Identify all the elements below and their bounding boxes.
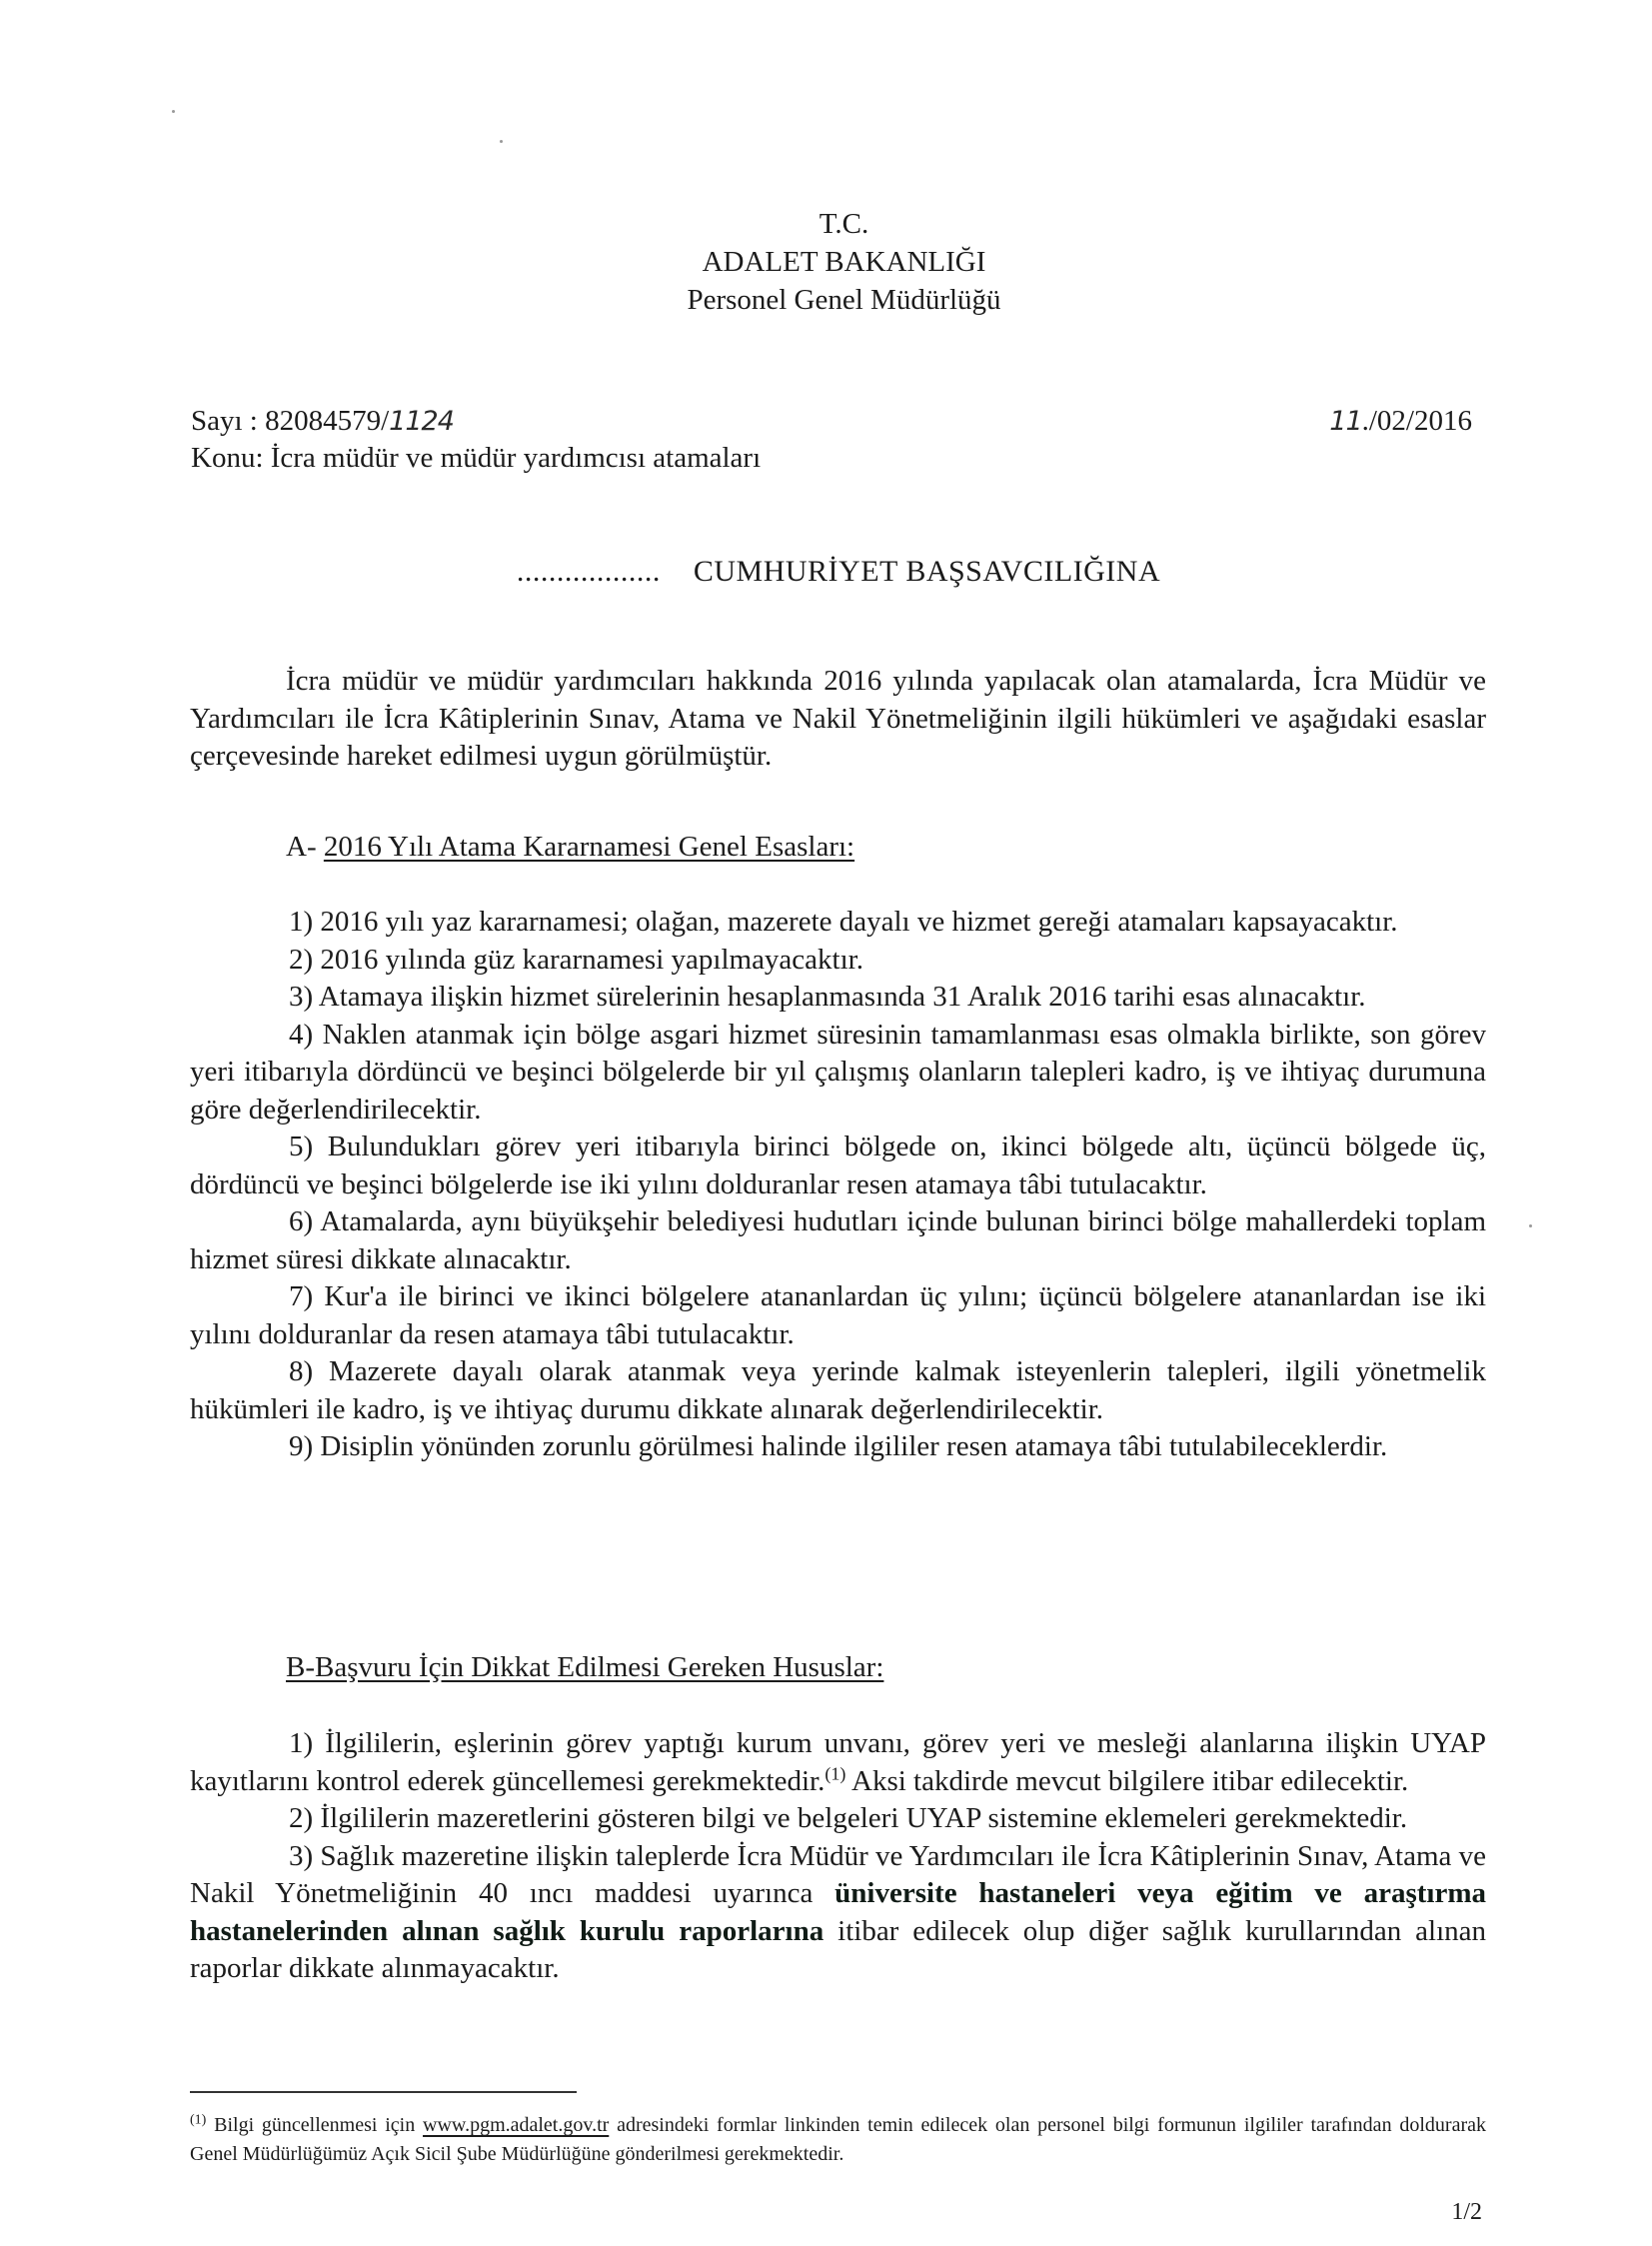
scan-speck: [1529, 1224, 1532, 1227]
document-date: [1329, 403, 1472, 440]
emphasized-text: üniversite hastaneleri veya eğitim ve araştırma hastanelerinden alınan sağlık kurulu raporlarına: [190, 1877, 1486, 1947]
footnote-link[interactable]: www.pgm.adalet.gov.tr: [423, 2114, 610, 2136]
addressee: [0, 553, 1652, 591]
list-item: 7) Kur'a ile birinci ve ikinci bölgelere atananlardan üç yılını; üçüncü bölgelere atananlardan ise iki yılını dolduranlar da resen atamaya tâbi tutulacaktır.: [190, 1280, 1486, 1350]
footnote-marker: (1): [190, 2112, 207, 2128]
list-item: 2) İlgililerin mazeretlerini gösteren bilgi ve belgeleri UYAP sistemine eklemeleri gerekmektedir.: [289, 1802, 1408, 1834]
letterhead-ministry: ADALET BAKANLIĞI: [702, 246, 986, 278]
list-item: 6) Atamalarda, aynı büyükşehir belediyesi hudutları içinde bulunan birinci bölge mahallerdeki toplam hizmet süresi dikkate alınacaktır.: [190, 1205, 1486, 1275]
list-item: 5) Bulundukları görev yeri itibarıyla birinci bölgede on, ikinci bölgede altı, üçüncü bölgede üç, dördüncü ve beşinci bölgelerde ise iki yılını dolduranlar resen atamaya tâbi tutulacaktır.: [190, 1130, 1486, 1200]
page-number: 1/2: [1451, 2199, 1482, 2225]
reference-number: [191, 403, 454, 440]
list-item: 8) Mazerete dayalı olarak atanmak veya yerinde kalmak isteyenlerin talepleri, ilgili yönetmelik hükümleri ile kadro, iş ve ihtiyaç durumu dikkate alınarak değerlendirilecektir.: [190, 1355, 1486, 1425]
letterhead-department: Personel Genel Müdürlüğü: [687, 284, 1001, 316]
list-item: 3) Atamaya ilişkin hizmet sürelerinin hesaplanmasında 31 Aralık 2016 tarihi esas alınacaktır.: [289, 981, 1366, 1013]
list-item: 1) 2016 yılı yaz kararnamesi; olağan, mazerete dayalı ve hizmet gereği atamaları kapsayacaktır.: [289, 906, 1398, 938]
reference-handwritten: 1124: [389, 406, 454, 437]
addressee-name: CUMHURİYET BAŞSAVCILIĞINA: [693, 555, 1161, 588]
subject-line: Konu: İcra müdür ve müdür yardımcısı atamaları: [191, 442, 762, 474]
section-a-prefix: A-: [286, 831, 317, 863]
list-item: 1) İlgililerin, eşlerinin görev yaptığı kurum unvanı, görev yeri ve mesleği alanlarına ilişkin UYAP kayıtlarını kontrol ederek güncellemesi gerekmektedir.$^{(1)}$ Aksi takdirde mevcut bilgilere itibar edilecektir.: [190, 1727, 1486, 1797]
list-item: 4) Naklen atanmak için bölge asgari hizmet süresinin tamamlanması esas olmakla birlikte, son görev yeri itibarıyla dördüncü ve beşinci bölgelerde bir yıl çalışmış olanların talepleri kadro, iş ve ihtiyaç durumuna göre değerlendirilecektir.: [190, 1018, 1486, 1125]
date-printed: ./02/2016: [1361, 405, 1472, 437]
section-a-list: [190, 904, 1486, 1466]
section-b-title: B-Başvuru İçin Dikkat Edilmesi Gereken Hususlar:: [286, 1651, 884, 1683]
letterhead: [0, 205, 1652, 319]
footnote-divider: [190, 2091, 577, 2093]
list-item: 9) Disiplin yönünden zorunlu görülmesi halinde ilgililer resen atamaya tâbi tutulabileceklerdir.: [289, 1430, 1388, 1462]
section-b-heading: [286, 1649, 883, 1686]
letterhead-country: T.C.: [819, 208, 869, 240]
scan-speck: [172, 110, 175, 113]
section-a-heading: [286, 829, 854, 866]
reference-label: Sayı : 82084579/: [191, 405, 390, 437]
footnote: $^{(1)}$ Bilgi güncellenmesi için www.pgm.adalet.gov.tr adresindeki formlar linkinden temin edilecek olan personel bilgi formunun ilgililer tarafından doldurarak Genel Müdürlüğümüz Açık Sicil Şube Müdürlüğüne gönderilmesi gerekmektedir.: [190, 2112, 1486, 2165]
date-handwritten-day: 11: [1329, 406, 1362, 437]
scan-speck: [500, 140, 503, 143]
list-item: 2) 2016 yılında güz kararnamesi yapılmayacaktır.: [289, 943, 863, 976]
intro-paragraph: İcra müdür ve müdür yardımcıları hakkında 2016 yılında yapılacak olan atamalarda, İcra Müdür ve Yardımcıları ile İcra Kâtiplerinin Sınav, Atama ve Nakil Yönetmeliğinin ilgili hükümleri ve aşağıdaki esaslar çerçevesinde hareket edilmesi uygun görülmüştür.: [190, 665, 1486, 772]
addressee-dots: ..................: [516, 555, 661, 588]
section-b-list: [190, 1725, 1486, 1988]
section-a-title: 2016 Yılı Atama Kararnamesi Genel Esasları:: [323, 831, 855, 863]
list-item: 3) Sağlık mazeretine ilişkin taleplerde İcra Müdür ve Yardımcıları ile İcra Kâtiplerinin Sınav, Atama ve Nakil Yönetmeliğinin 40 ıncı maddesi uyarınca üniversite hastaneleri veya eğitim ve araştırma hastanelerinden alınan sağlık kurulu raporlarına itibar edilecek olup diğer sağlık kurullarından alınan raporlar dikkate alınmayacaktır.: [190, 1839, 1487, 1984]
footnote-reference: (1): [825, 1762, 846, 1783]
